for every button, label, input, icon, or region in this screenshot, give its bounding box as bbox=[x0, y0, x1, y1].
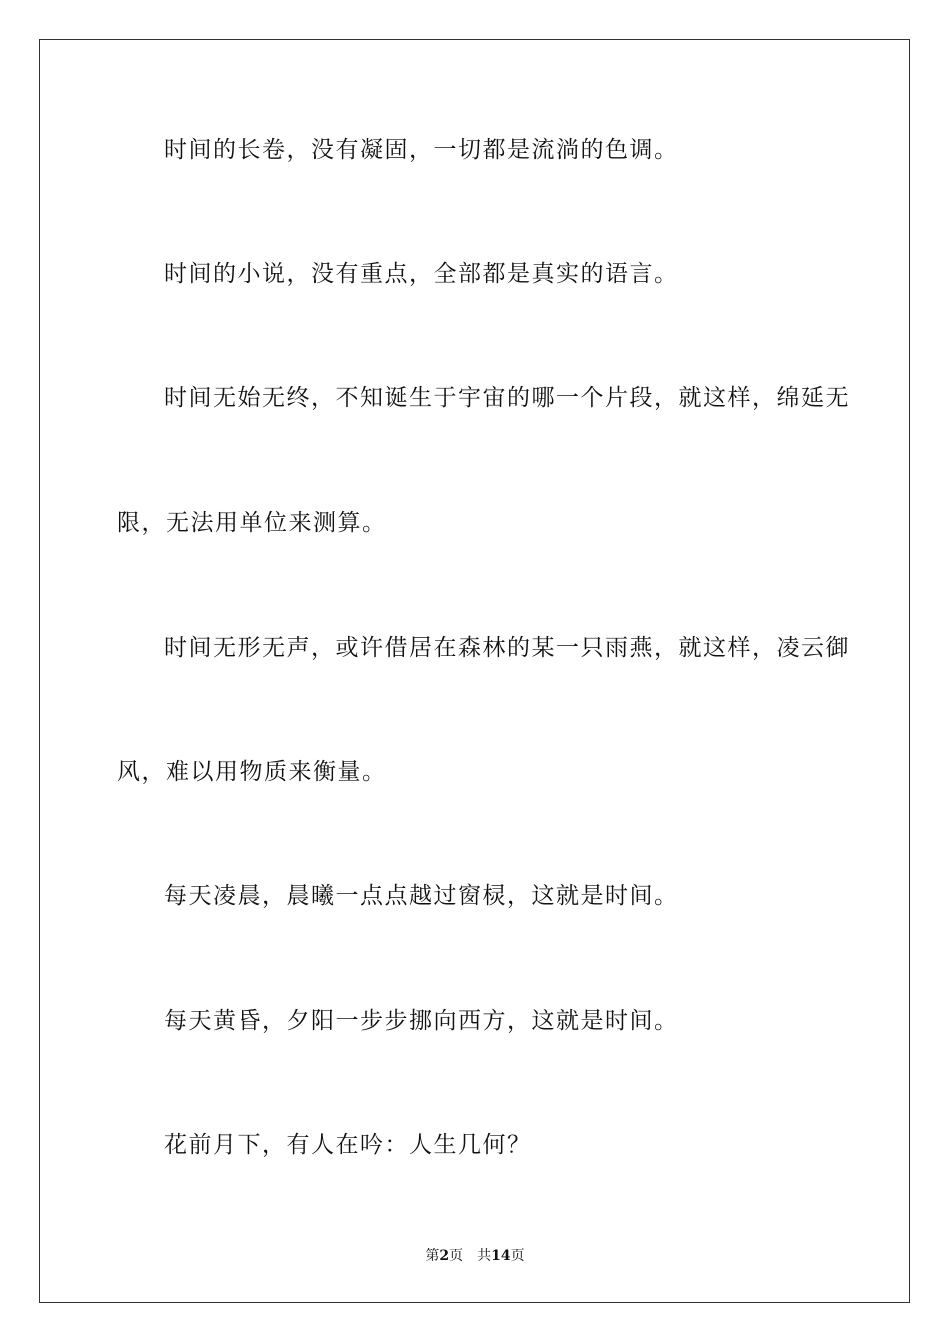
paragraph-line: 时间的小说，没有重点，全部都是真实的语言。 bbox=[164, 261, 679, 287]
page-number: 2 bbox=[439, 1248, 450, 1264]
paragraph-line: 时间的长卷，没有凝固，一切都是流淌的色调。 bbox=[164, 137, 679, 163]
page-frame bbox=[39, 39, 910, 1303]
paragraph-line: 限，无法用单位来测算。 bbox=[117, 510, 387, 536]
page-label-prefix: 第 bbox=[425, 1248, 440, 1264]
total-pages: 14 bbox=[491, 1248, 511, 1264]
paragraph-line: 每天凌晨，晨曦一点点越过窗棂，这就是时间。 bbox=[164, 883, 679, 909]
paragraph-line: 时间无始无终，不知诞生于宇宙的哪一个片段，就这样，绵延无 bbox=[164, 385, 850, 411]
page-footer bbox=[0, 1246, 950, 1266]
paragraph-line: 花前月下，有人在吟：人生几何？ bbox=[164, 1132, 532, 1158]
page-label-suffix: 页 bbox=[449, 1248, 464, 1264]
total-label-suffix: 页 bbox=[510, 1248, 525, 1264]
paragraph-line: 时间无形无声，或许借居在森林的某一只雨燕，就这样，凌云御 bbox=[164, 635, 850, 661]
paragraph-line: 风，难以用物质来衡量。 bbox=[117, 759, 387, 785]
paragraph-line: 每天黄昏，夕阳一步步挪向西方，这就是时间。 bbox=[164, 1008, 679, 1034]
total-label-prefix: 共 bbox=[477, 1248, 492, 1264]
